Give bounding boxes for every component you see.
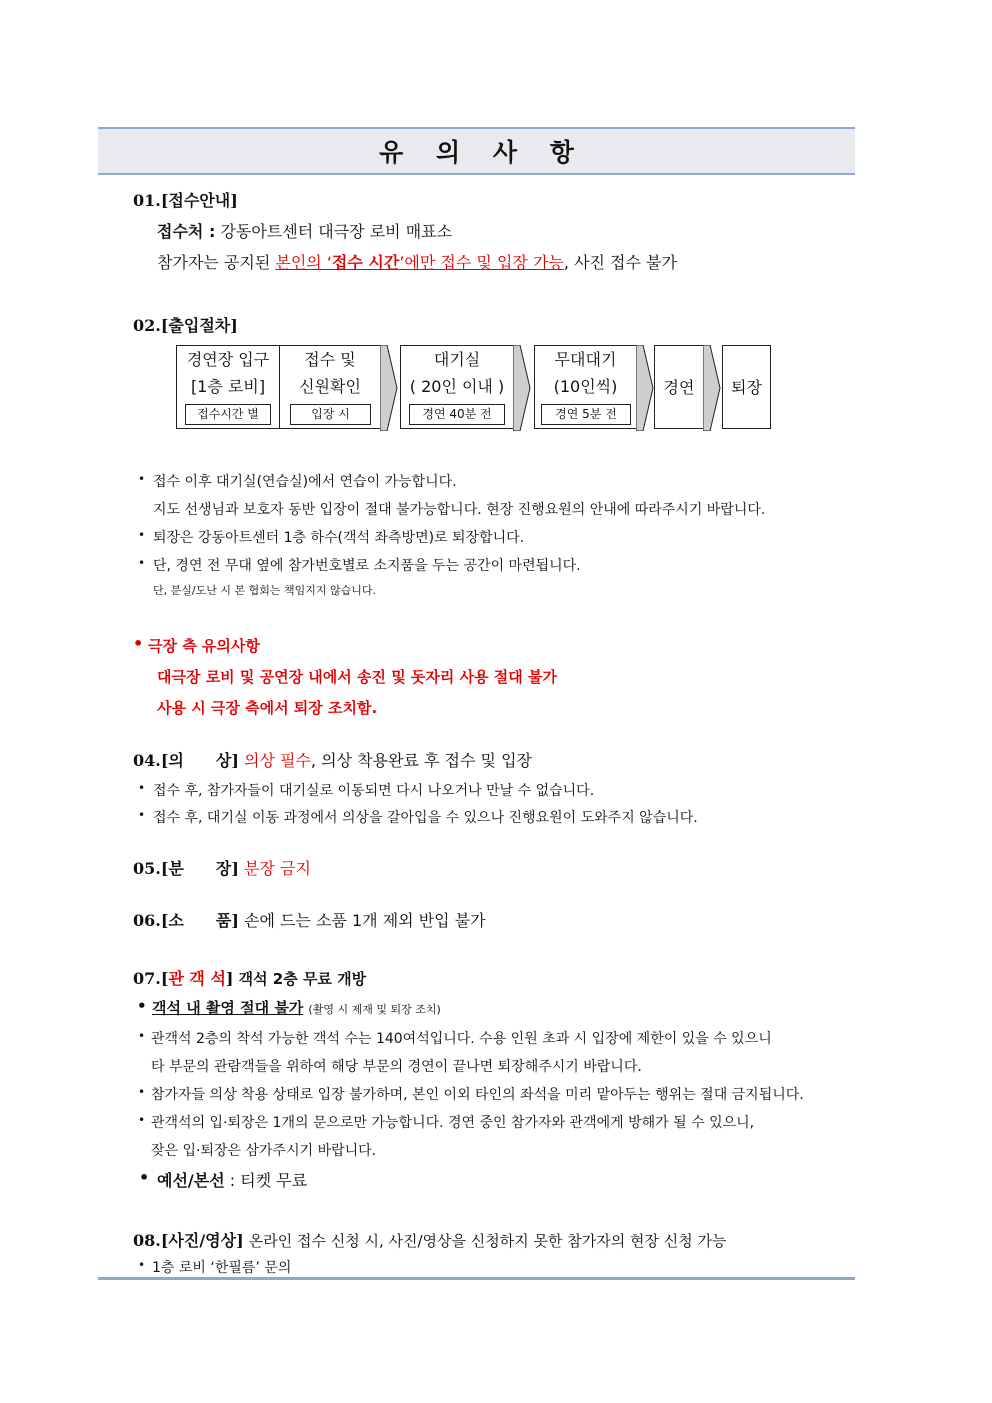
photo-ban-bold: 객석 내 촬영 절대 불가 [152, 999, 304, 1017]
title-bar [98, 127, 855, 175]
entry-flow-diagram [176, 345, 771, 431]
flow-step-waiting-room [400, 345, 514, 429]
section-07-heading-red: 관 객 석 [168, 969, 226, 988]
reception-place-value: 강동아트센터 대극장 로비 매표소 [220, 222, 453, 241]
flow-step-tag: 접수시간 별 [185, 404, 271, 425]
theater-notice-heading: 극장 측 유의사항 [148, 637, 260, 655]
flow-step-label: 대기실 [433, 350, 481, 369]
ticket-label: 예선/본선 [157, 1171, 225, 1190]
flow-step-tag: 경연 5분 전 [541, 404, 631, 425]
props-rule: 손에 드는 소품 1개 제외 반입 불가 [243, 911, 486, 930]
audience-note-4: 관객석의 입·퇴장은 1개의 문으로만 가능합니다. 경연 중인 참가자와 관객에게 방해가 될 수 있으니, [151, 1115, 755, 1131]
audience-note-3: 참가자들 의상 착용 상태로 입장 불가하며, 본인 이외 타인의 좌석을 미리 맡아두는 행위는 절대 금지됩니다. [151, 1087, 804, 1103]
flow-arrow-icon [380, 345, 398, 431]
flow-step-sublabel: (10인씩) [553, 377, 618, 396]
entry-note-3: 퇴장은 강동아트센터 1층 하수(객석 좌측방면)로 퇴장합니다. [153, 530, 525, 546]
page-title: 유 의 사 항 [379, 138, 586, 167]
makeup-prohibited: 분장 금지 [243, 859, 311, 878]
costume-note-1: 접수 후, 참가자들이 대기실로 이동되면 다시 나오거나 만날 수 없습니다. [153, 783, 595, 799]
flow-arrow-icon [636, 345, 654, 431]
audience-seating-info: 객석 2층 무료 개방 [238, 970, 367, 988]
bullet-icon: • [138, 808, 146, 822]
flow-arrow-icon [513, 345, 531, 431]
entry-note-5: 단, 분실/도난 시 본 협회는 책임지지 않습니다. [153, 584, 376, 597]
reception-note-red-a: 본인의 ‘ [275, 253, 332, 272]
section-08-heading: 08.[사진/영상] [133, 1231, 244, 1250]
flow-step-sublabel: 신원확인 [299, 377, 361, 396]
section-05-row [133, 856, 311, 879]
costume-rule: , 의상 착용완료 후 접수 및 입장 [310, 751, 532, 770]
photo-video-note: 1층 로비 ‘한필름’ 문의 [152, 1260, 292, 1276]
bullet-icon: • [138, 556, 146, 570]
bullet-icon: • [133, 634, 144, 653]
reception-note-red-b: 접수 시간 [331, 253, 400, 272]
section-05-heading: 05.[분 장] [133, 859, 239, 878]
reception-note-start: 참가자는 공지된 [157, 253, 276, 272]
section-08-row [133, 1228, 726, 1251]
photo-video-info: 온라인 접수 신청 시, 사진/영상을 신청하지 못한 참가자의 현장 신청 가능 [248, 1232, 727, 1250]
flow-step-check-in [279, 345, 381, 429]
bullet-icon: • [138, 472, 146, 486]
bullet-icon: • [138, 528, 146, 542]
flow-arrow-icon [703, 345, 721, 431]
theater-notice-line-2: 사용 시 극장 측에서 퇴장 조치함. [157, 699, 378, 717]
ticket-value: : 티켓 무료 [229, 1171, 308, 1190]
flow-step-label: 접수 및 [304, 350, 356, 369]
ticket-info [157, 1168, 307, 1191]
section-04-heading: 04.[의 상] [133, 751, 239, 770]
section-02-heading: 02.[출입절차] [133, 316, 238, 335]
bullet-icon: • [137, 997, 147, 1015]
bullet-icon: • [138, 1029, 146, 1043]
flow-step-label: 경연장 입구 [186, 350, 270, 369]
reception-place [157, 219, 452, 242]
bullet-icon: • [138, 1113, 146, 1127]
audience-note-5: 잦은 입·퇴장은 삼가주시기 바랍니다. [151, 1143, 377, 1159]
audience-note-1: 관객석 2층의 착석 가능한 객석 수는 140여석입니다. 수용 인원 초과 시 입장에 제한이 있을 수 있으니 [151, 1031, 772, 1047]
bottom-divider [98, 1277, 855, 1280]
photo-ban-note [152, 997, 441, 1018]
reception-note-red-c: ’에만 접수 및 입장 가능 [399, 253, 564, 272]
flow-step-sublabel: [1층 로비] [190, 377, 266, 396]
flow-step-label: 경연 [663, 378, 695, 397]
section-06-heading: 06.[소 품] [133, 911, 239, 930]
section-01-heading: 01.[접수안내] [133, 191, 238, 210]
costume-note-2: 접수 후, 대기실 이동 과정에서 의상을 갈아입을 수 있으나 진행요원이 도와주지 않습니다. [153, 810, 698, 826]
reception-time-note [157, 250, 677, 273]
costume-required: 의상 필수 [243, 751, 311, 770]
reception-place-label: 접수처 : [157, 222, 216, 241]
bullet-icon: • [138, 781, 146, 795]
audience-note-2: 타 부문의 관람객들을 위하여 해당 부문의 경연이 끝나면 퇴장해주시기 바랍니다. [151, 1059, 642, 1075]
entry-note-1: 접수 이후 대기실(연습실)에서 연습이 가능합니다. [153, 474, 457, 490]
photo-ban-detail: (촬영 시 제재 및 퇴장 조치) [308, 1003, 441, 1016]
entry-note-2: 지도 선생님과 보호자 동반 입장이 절대 불가능합니다. 현장 진행요원의 안내에 따라주시기 바랍니다. [153, 502, 766, 518]
flow-step-tag: 입장 시 [290, 404, 371, 425]
section-07-row [133, 966, 366, 989]
flow-step-label: 무대대기 [554, 350, 617, 369]
section-07-heading-start: 07.[ [133, 969, 169, 988]
bullet-icon: • [138, 1258, 146, 1272]
flow-step-label: 퇴장 [731, 378, 762, 397]
flow-step-exit [722, 345, 771, 429]
section-07-heading-end: ] [225, 969, 234, 988]
flow-step-stage-standby [534, 345, 637, 429]
bullet-icon: • [138, 1085, 146, 1099]
theater-notice-line-1: 대극장 로비 및 공연장 내에서 송진 및 돗자리 사용 절대 불가 [157, 668, 557, 686]
reception-note-tail: , 사진 접수 불가 [563, 253, 677, 272]
section-06-row [133, 908, 486, 931]
flow-step-entrance [176, 345, 280, 429]
entry-note-4: 단, 경연 전 무대 옆에 참가번호별로 소지품을 두는 공간이 마련됩니다. [153, 558, 581, 574]
section-04-row [133, 748, 532, 771]
flow-step-tag: 경연 40분 전 [409, 404, 505, 425]
flow-step-performance [654, 345, 704, 429]
flow-step-sublabel: ( 20인 이내 ) [409, 377, 505, 396]
bullet-icon: • [139, 1168, 150, 1187]
